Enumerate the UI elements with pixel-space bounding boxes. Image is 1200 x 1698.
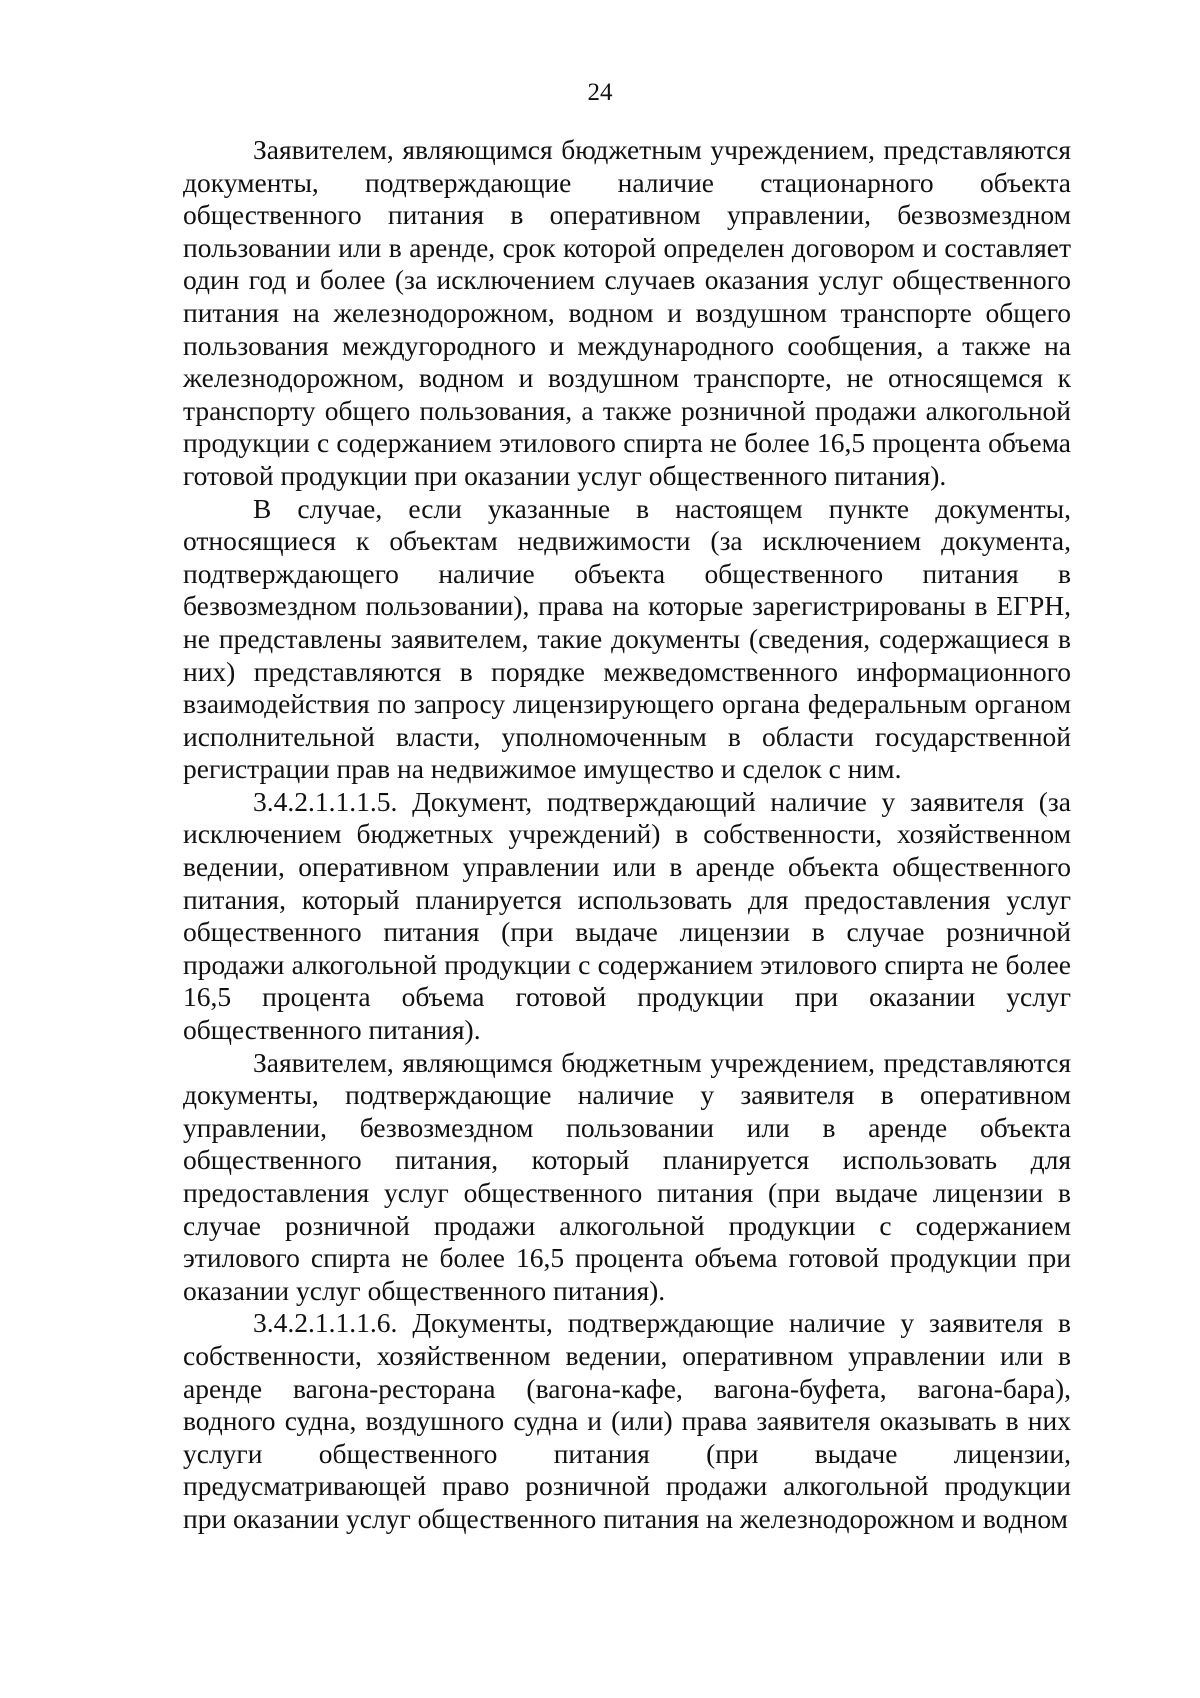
paragraph-egrn-documents: В случае, если указанные в настоящем пункте документы, относящиеся к объектам недвижимости (за исключением документа, подтверждающего наличие объекта общественного питания в безвозмездном пользовании), права на которые зарегистрированы в ЕГРН, не представлены заявителем, такие документы (сведения, содержащиеся в них) представляются в порядке межведомственного информационного взаимодействия по запросу лицензирующего органа федеральным органом исполнительной власти, уполномоченным в области государственной регистрации прав на недвижимое имущество и сделок с ним. [183,492,1071,785]
paragraph-3-4-2-1-1-1-6: 3.4.2.1.1.1.6. Документы, подтверждающие наличие у заявителя в собственности, хозяйственном ведении, оперативном управлении или в аренде вагона-ресторана (вагона-кафе, вагона-буфета, вагона-бара), водного судна, воздушного судна и (или) права заявителя оказывать в них услуги общественного питания (при выдаче лицензии, предусматривающей право розничной продажи алкогольной продукции при оказании услуг общественного питания на железнодорожном и водном [183,1307,1071,1534]
paragraph-budget-institution-facility: Заявителем, являющимся бюджетным учреждением, представляются документы, подтверждающие наличие у заявителя в оперативном управлении, безвозмездном пользовании или в аренде объекта общественного питания, который планируется использовать для предоставления услуг общественного питания (при выдаче лицензии в случае розничной продажи алкогольной продукции с содержанием этилового спирта не более 16,5 процента объема готовой продукции при оказании услуг общественного питания). [183,1046,1071,1306]
paragraph-budget-institution-stationary: Заявителем, являющимся бюджетным учреждением, представляются документы, подтверждающие наличие стационарного объекта общественного питания в оперативном управлении, безвозмездном пользовании или в аренде, срок которой определен договором и составляет один год и более (за исключением случаев оказания услуг общественного питания на железнодорожном, водном и воздушном транспорте общего пользования междугородного и международного сообщения, а также на железнодорожном, водном и воздушном транспорте, не относящемся к транспорту общего пользования, а также розничной продажи алкогольной продукции с содержанием этилового спирта не более 16,5 процента объема готовой продукции при оказании услуг общественного питания). [183,134,1071,491]
document-body [183,134,1071,1536]
page-number: 24 [587,79,613,106]
paragraph-3-4-2-1-1-1-5: 3.4.2.1.1.1.5. Документ, подтверждающий наличие у заявителя (за исключением бюджетных учреждений) в собственности, хозяйственном ведении, оперативном управлении или в аренде объекта общественного питания, который планируется использовать для предоставления услуг общественного питания (при выдаче лицензии в случае розничной продажи алкогольной продукции с содержанием этилового спирта не более 16,5 процента объема готовой продукции при оказании услуг общественного питания). [183,785,1071,1046]
